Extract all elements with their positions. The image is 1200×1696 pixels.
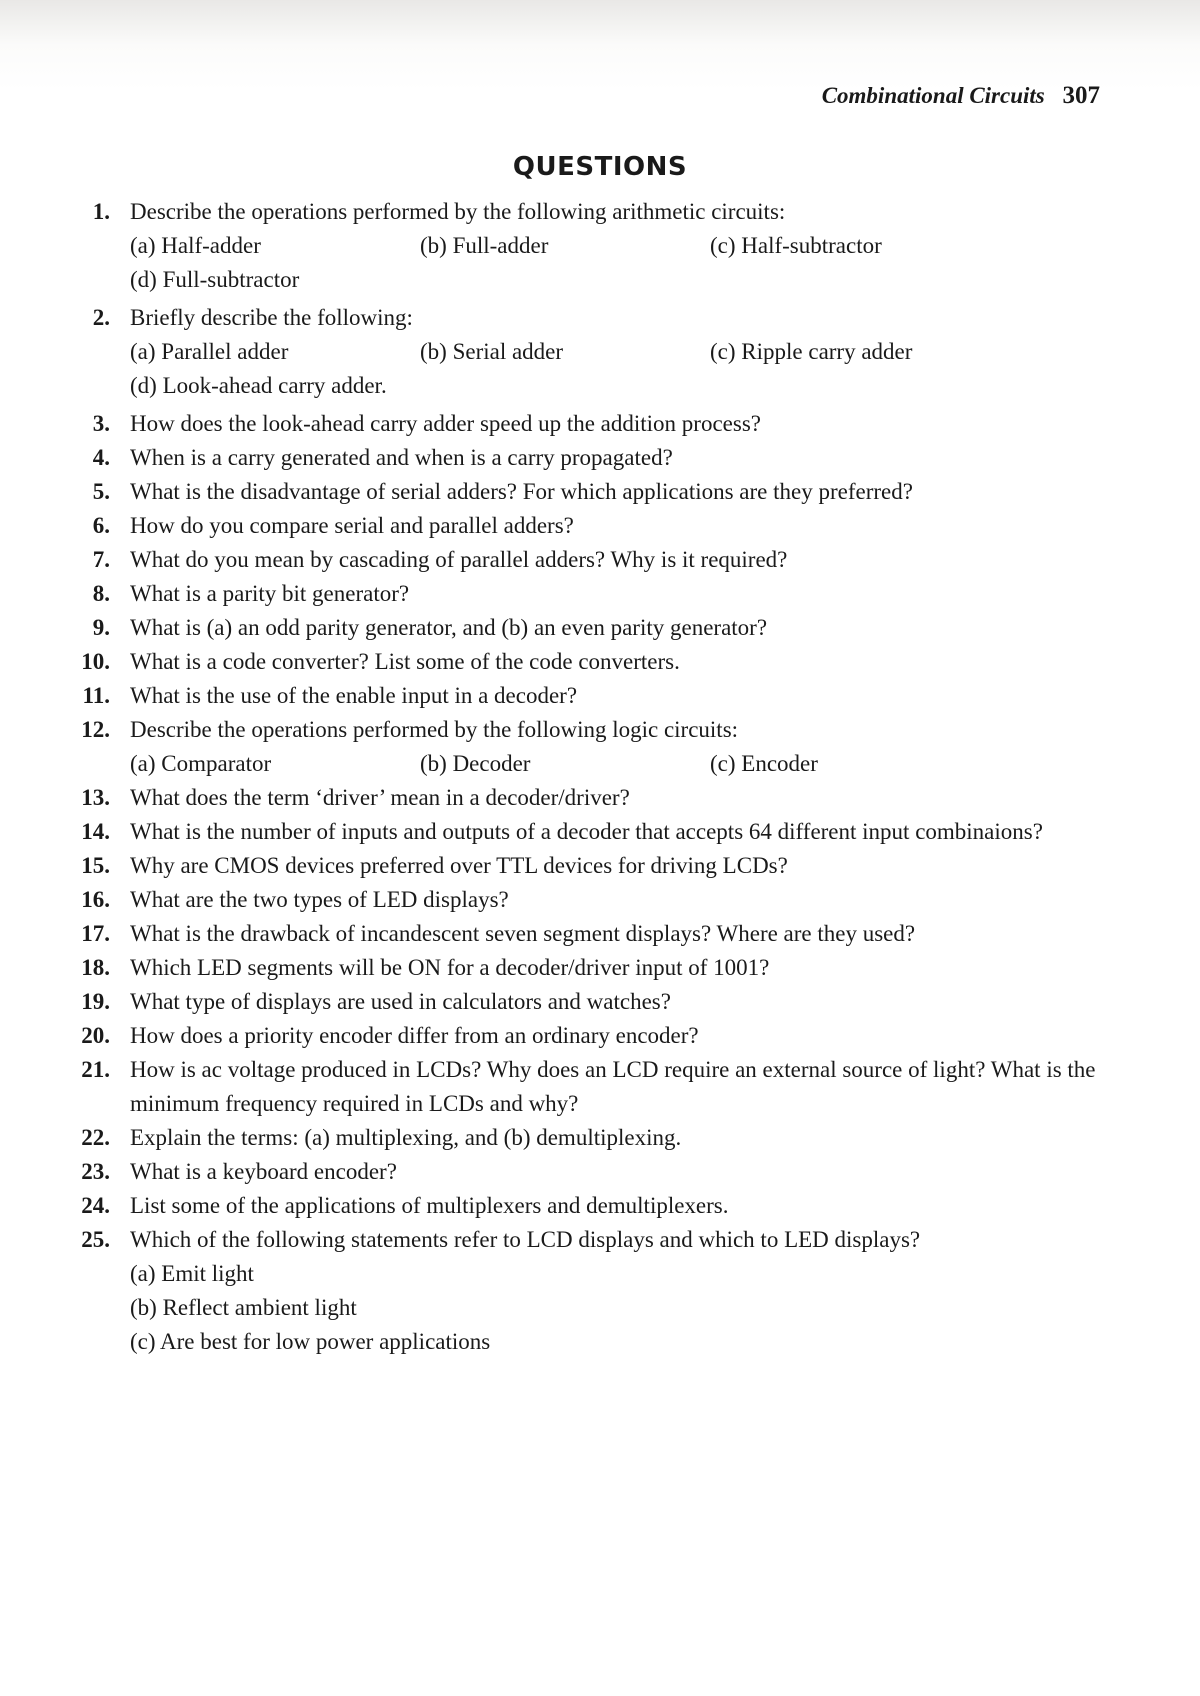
option-item: (a) Comparator: [130, 751, 272, 776]
question-number: 18.: [81, 955, 110, 980]
question-item: [60, 441, 1130, 475]
question-number: 13.: [81, 785, 110, 810]
question-text: Describe the operations performed by the following logic circuits:: [130, 717, 739, 742]
question-text: How does a priority encoder differ from an ordinary encoder?: [130, 1023, 699, 1048]
question-number: 3.: [92, 411, 110, 436]
question-number: 7.: [92, 547, 110, 572]
question-item: [60, 611, 1130, 645]
question-item: [60, 679, 1130, 713]
chapter-title: Combinational Circuits: [821, 83, 1045, 108]
question-item: [60, 985, 1130, 1019]
option-list: [130, 747, 1130, 781]
question-number: 24.: [81, 1193, 110, 1218]
page-number: 307: [1062, 82, 1100, 109]
option-item: (c) Encoder: [710, 751, 818, 776]
question-item: [60, 1189, 1130, 1223]
question-text: What are the two types of LED displays?: [130, 887, 509, 912]
question-text: What is the number of inputs and outputs of a decoder that accepts 64 different input combinaions?: [130, 819, 1043, 844]
question-item: [60, 543, 1130, 577]
question-list: [60, 195, 1130, 1359]
question-item: [60, 781, 1130, 815]
question-item: [60, 475, 1130, 509]
question-number: 9.: [92, 615, 110, 640]
question-text: What is a keyboard encoder?: [130, 1159, 397, 1184]
question-number: 11.: [82, 683, 110, 708]
question-number: 1.: [92, 199, 110, 224]
question-number: 2.: [92, 305, 110, 330]
option-item: (b) Full-adder: [420, 233, 549, 258]
option-list: [130, 1257, 1130, 1359]
question-item: [60, 1019, 1130, 1053]
question-text: When is a carry generated and when is a carry propagated?: [130, 445, 673, 470]
option-item: (c) Ripple carry adder: [710, 339, 913, 364]
question-number: 23.: [81, 1159, 110, 1184]
question-number: 14.: [81, 819, 110, 844]
option-item: (c) Are best for low power applications: [130, 1329, 491, 1354]
question-number: 6.: [92, 513, 110, 538]
option-item: (a) Half-adder: [130, 233, 261, 258]
question-item: [60, 1223, 1130, 1359]
question-item: [60, 195, 1130, 297]
question-item: [60, 883, 1130, 917]
option-item: (b) Serial adder: [420, 339, 564, 364]
option-list: [130, 229, 1130, 297]
question-text: Explain the terms: (a) multiplexing, and (b) demultiplexing.: [130, 1125, 682, 1150]
question-number: 15.: [81, 853, 110, 878]
question-item: [60, 951, 1130, 985]
question-number: 25.: [81, 1227, 110, 1252]
option-item: (a) Parallel adder: [130, 339, 289, 364]
question-text: Why are CMOS devices preferred over TTL devices for driving LCDs?: [130, 853, 788, 878]
question-item: [60, 713, 1130, 781]
question-number: 19.: [81, 989, 110, 1014]
question-text: What is a code converter? List some of the code converters.: [130, 649, 680, 674]
question-item: [60, 509, 1130, 543]
question-number: 10.: [81, 649, 110, 674]
question-number: 16.: [81, 887, 110, 912]
question-text: What type of displays are used in calculators and watches?: [130, 989, 671, 1014]
question-item: [60, 917, 1130, 951]
question-number: 22.: [81, 1125, 110, 1150]
question-text: Which of the following statements refer to LCD displays and which to LED displays?: [130, 1227, 921, 1252]
question-item: [60, 577, 1130, 611]
question-text: What is the disadvantage of serial adders? For which applications are they preferred?: [130, 479, 913, 504]
question-text: Describe the operations performed by the following arithmetic circuits:: [130, 199, 786, 224]
question-text: What is the use of the enable input in a decoder?: [130, 683, 578, 708]
question-number: 20.: [81, 1023, 110, 1048]
question-text: What does the term ‘driver’ mean in a decoder/driver?: [130, 785, 630, 810]
question-item: [60, 1121, 1130, 1155]
question-text: Which LED segments will be ON for a decoder/driver input of 1001?: [130, 955, 770, 980]
question-item: [60, 1155, 1130, 1189]
option-item: (b) Reflect ambient light: [130, 1295, 357, 1320]
option-list: [130, 335, 1130, 403]
section-heading: QUESTIONS: [512, 152, 688, 182]
option-item: (a) Emit light: [130, 1261, 254, 1286]
question-item: [60, 815, 1130, 849]
question-item: [60, 849, 1130, 883]
option-item: (c) Half-subtractor: [710, 233, 882, 258]
question-text: List some of the applications of multiplexers and demultiplexers.: [130, 1193, 729, 1218]
option-item: (b) Decoder: [420, 751, 531, 776]
question-text: How do you compare serial and parallel adders?: [130, 513, 574, 538]
question-number: 21.: [81, 1057, 110, 1082]
question-text: What is (a) an odd parity generator, and (b) an even parity generator?: [130, 615, 768, 640]
question-text: What is the drawback of incandescent seven segment displays? Where are they used?: [130, 921, 916, 946]
question-item: [60, 407, 1130, 441]
question-item: [60, 1053, 1130, 1121]
question-text: What is a parity bit generator?: [130, 581, 410, 606]
option-item: (d) Full-subtractor: [130, 267, 300, 292]
question-number: 12.: [81, 717, 110, 742]
question-text: How does the look-ahead carry adder speed up the addition process?: [130, 411, 761, 436]
question-text: How is ac voltage produced in LCDs? Why does an LCD require an external source of light? What is the minimum frequency required in LCDs and why?: [130, 1057, 1096, 1116]
question-number: 17.: [81, 921, 110, 946]
question-number: 4.: [92, 445, 110, 470]
running-head: [822, 82, 1100, 110]
question-item: [60, 645, 1130, 679]
question-number: 5.: [92, 479, 110, 504]
question-text: What do you mean by cascading of parallel adders? Why is it required?: [130, 547, 788, 572]
option-item: (d) Look-ahead carry adder.: [130, 373, 387, 398]
question-number: 8.: [92, 581, 110, 606]
question-text: Briefly describe the following:: [130, 305, 413, 330]
question-item: [60, 301, 1130, 403]
